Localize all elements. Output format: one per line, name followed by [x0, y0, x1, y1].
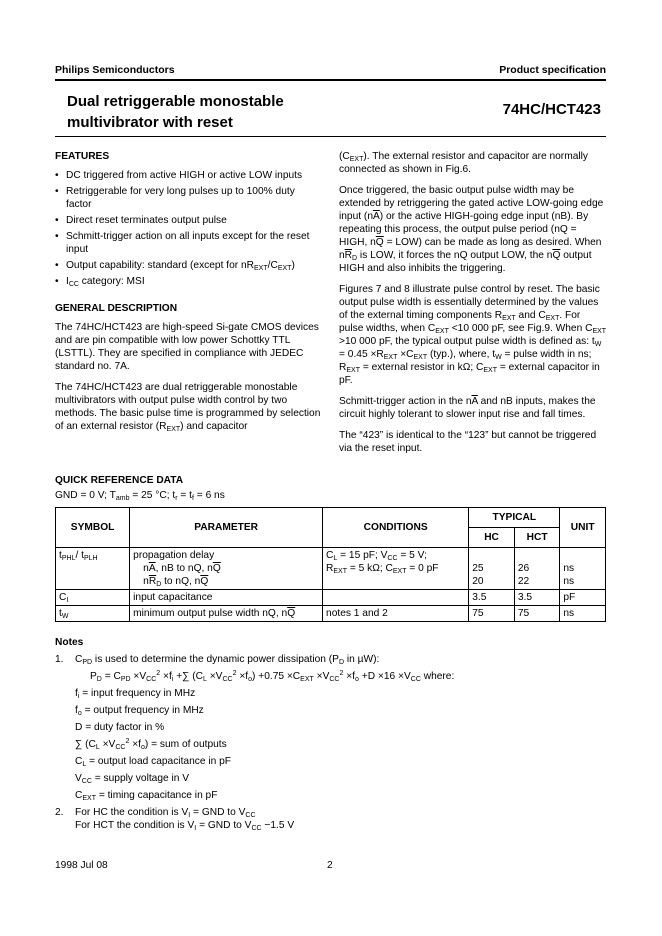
cell-parameter: propagation delay $n\overline{A}$, nB to nQ, $n\overline{Q}$ $n\overline{R}_D$ to nQ, $n\overline{Q}$ — [130, 548, 323, 590]
cell-symbol: $C_I$ — [56, 590, 130, 606]
description-paragraph: Figures 7 and 8 illustrate pulse control by reset. The basic output pulse width is essentially determined by the values of the external timing components $R_{EXT}$ and $C_{EXT}$. For pulse widths, when $C_{EXT} <10$ 000 pF, see Fig.9. When $C_{EXT} >10$ 000 pF, the typical output pulse width is defined as: $t_W = 0.45 \times R_{EXT} \times C_{EXT}$ (typ.), where, $t_W$ = pulse width in ns; $R_{EXT}$ = external resistor in kΩ; $C_{EXT}$ = external capacitor in pF. — [339, 284, 607, 386]
col-typical: TYPICAL — [469, 508, 560, 528]
col-conditions: CONDITIONS — [323, 508, 469, 548]
definition: $f_i$ = input frequency in MHz — [75, 688, 196, 700]
definition: $C_L$ = output load capacitance in pF — [75, 756, 231, 768]
cell-hc: 75 — [469, 606, 515, 622]
definition: $V_{CC}$ = supply voltage in V — [75, 773, 190, 785]
cell-conditions: $C_L = 15$ pF; $V_{CC} = 5$ V; $R_{EXT} = 5$ kΩ; $C_{EXT} = 0$ pF — [323, 548, 469, 590]
quick-reference-table — [55, 507, 606, 622]
feature-item: • Retriggerable for very long pulses up to 100% duty factor — [55, 185, 323, 211]
cell-hct: 26 22 — [514, 548, 560, 590]
feature-item: • $I_{CC}$ category: MSI — [55, 275, 323, 288]
document-type: Product specification — [499, 64, 606, 76]
cell-symbol: $t_{PHL}/$ $t_{PLH}$ — [56, 548, 130, 590]
cell-conditions — [323, 590, 469, 606]
cell-hc: 25 20 — [469, 548, 515, 590]
power-equation: $P_D = C_{PD} \times V_{CC}^2 \times f_i$ +∑ $(C_L \times V_{CC}^2 \times f_o) +0.75 \times C_{EXT} \times V_{CC}^2 \times f_o +D \times 16 \times V_{CC}$ where: — [90, 670, 455, 683]
definition: ∑ $(C_L \times V_{CC}^2 \times f_o)$ = sum of outputs — [75, 738, 227, 751]
header-rule — [55, 79, 606, 81]
footer-date: 1998 Jul 08 — [55, 860, 108, 871]
cell-symbol: $t_W$ — [56, 606, 130, 622]
table-row — [56, 590, 606, 606]
features-heading: FEATURES — [55, 151, 110, 162]
notes-heading: Notes — [55, 637, 84, 648]
description-paragraph: The “423” is identical to the “123” but cannot be triggered via the reset input. — [339, 430, 597, 454]
cell-unit: pF — [560, 590, 606, 606]
general-paragraph: The 74HC/HCT423 are high-speed Si-gate CMOS devices and are pin compatible with low power Schottky TTL (LSTTL). They are specified in compliance with JEDEC standard no. 7A. — [55, 322, 319, 372]
description-paragraph: $(C_{EXT})$. The external resistor and capacitor are normally connected as shown in Fig.6. — [339, 151, 588, 175]
note-2: 2. For HC the condition is $V_I$ = GND to $V_{CC}$ — [55, 807, 256, 819]
table-row — [56, 606, 606, 622]
cell-conditions: notes 1 and 2 — [323, 606, 469, 622]
feature-item: • Output capability: standard (except for $nR_{EXT}/C_{EXT}$) — [55, 259, 323, 272]
cell-hc: 3.5 — [469, 590, 515, 606]
description-paragraph: Once triggered, the basic output pulse width may be extended by retriggering the gated active LOW-going edge input $(n\overline{A})$ or the active HIGH-going edge input (nB). By repeating this process, the output pulse period (nQ = HIGH, $n\overline{Q} = LOW$) can be made as long as desired. When $n\overline{R}_D$ is LOW, it forces the nQ output LOW, the $n\overline{Q}$ output HIGH and also inhibits the triggering. — [339, 185, 604, 274]
note-number: 2. — [55, 807, 64, 818]
general-description-heading: GENERAL DESCRIPTION — [55, 303, 178, 314]
feature-item: • Direct reset terminates output pulse — [55, 214, 323, 227]
features-list — [55, 169, 323, 288]
quick-reference-section — [55, 474, 225, 502]
cell-hct: 75 — [514, 606, 560, 622]
company-name: Philips Semiconductors — [55, 64, 175, 76]
cell-parameter: input capacitance — [130, 590, 323, 606]
document-title: Dual retriggerable monostable multivibrator with reset — [67, 93, 284, 131]
feature-item: • DC triggered from active HIGH or active LOW inputs — [55, 169, 323, 182]
left-column — [55, 150, 323, 441]
cell-hct: 3.5 — [514, 590, 560, 606]
cell-parameter: minimum output pulse width nQ, $n\overline{Q}$ — [130, 606, 323, 622]
cell-unit: ns — [560, 606, 606, 622]
quick-reference-heading: QUICK REFERENCE DATA — [55, 475, 184, 486]
note-2-line-2: For HCT the condition is $V_I$ = GND to $V_{CC} -1.5$ V — [75, 820, 295, 832]
note-1: 1. $C_{PD}$ is used to determine the dynamic power dissipation ($P_D$ in µW): — [55, 654, 380, 666]
quick-reference-conditions: GND = 0 V; $T_{amb} = 25$ °C; $t_r = t_f = 6$ ns — [55, 490, 225, 502]
col-hct: HCT — [514, 528, 560, 548]
general-paragraph: The 74HC/HCT423 are dual retriggerable monostable multivibrators with output pulse width control by two methods. The basic pulse time is programmed by selection of an external resistor $(R_{EXT})$ and capacitor — [55, 382, 321, 433]
table-row — [56, 548, 606, 590]
col-symbol: SYMBOL — [56, 508, 130, 548]
feature-item: • Schmitt-trigger action on all inputs except for the reset input — [55, 230, 323, 256]
note-number: 1. — [55, 654, 64, 665]
definition: $C_{EXT} = timing$ capacitance in pF — [75, 790, 218, 802]
col-unit: UNIT — [560, 508, 606, 548]
right-column — [339, 150, 607, 463]
col-hc: HC — [469, 528, 515, 548]
description-paragraph: Schmitt-trigger action in the $n\overline{A}$ and nB inputs, makes the circuit highly tolerant to slower input rise and fall times. — [339, 396, 596, 420]
title-rule — [55, 136, 606, 137]
definition: D = duty factor in % — [75, 722, 165, 733]
page-number: 2 — [327, 860, 333, 871]
definition: $f_o$ = output frequency in MHz — [75, 705, 204, 717]
notes-section — [55, 636, 606, 832]
cell-unit: ns ns — [560, 548, 606, 590]
col-parameter: PARAMETER — [130, 508, 323, 548]
part-number: 74HC/HCT423 — [502, 101, 601, 118]
